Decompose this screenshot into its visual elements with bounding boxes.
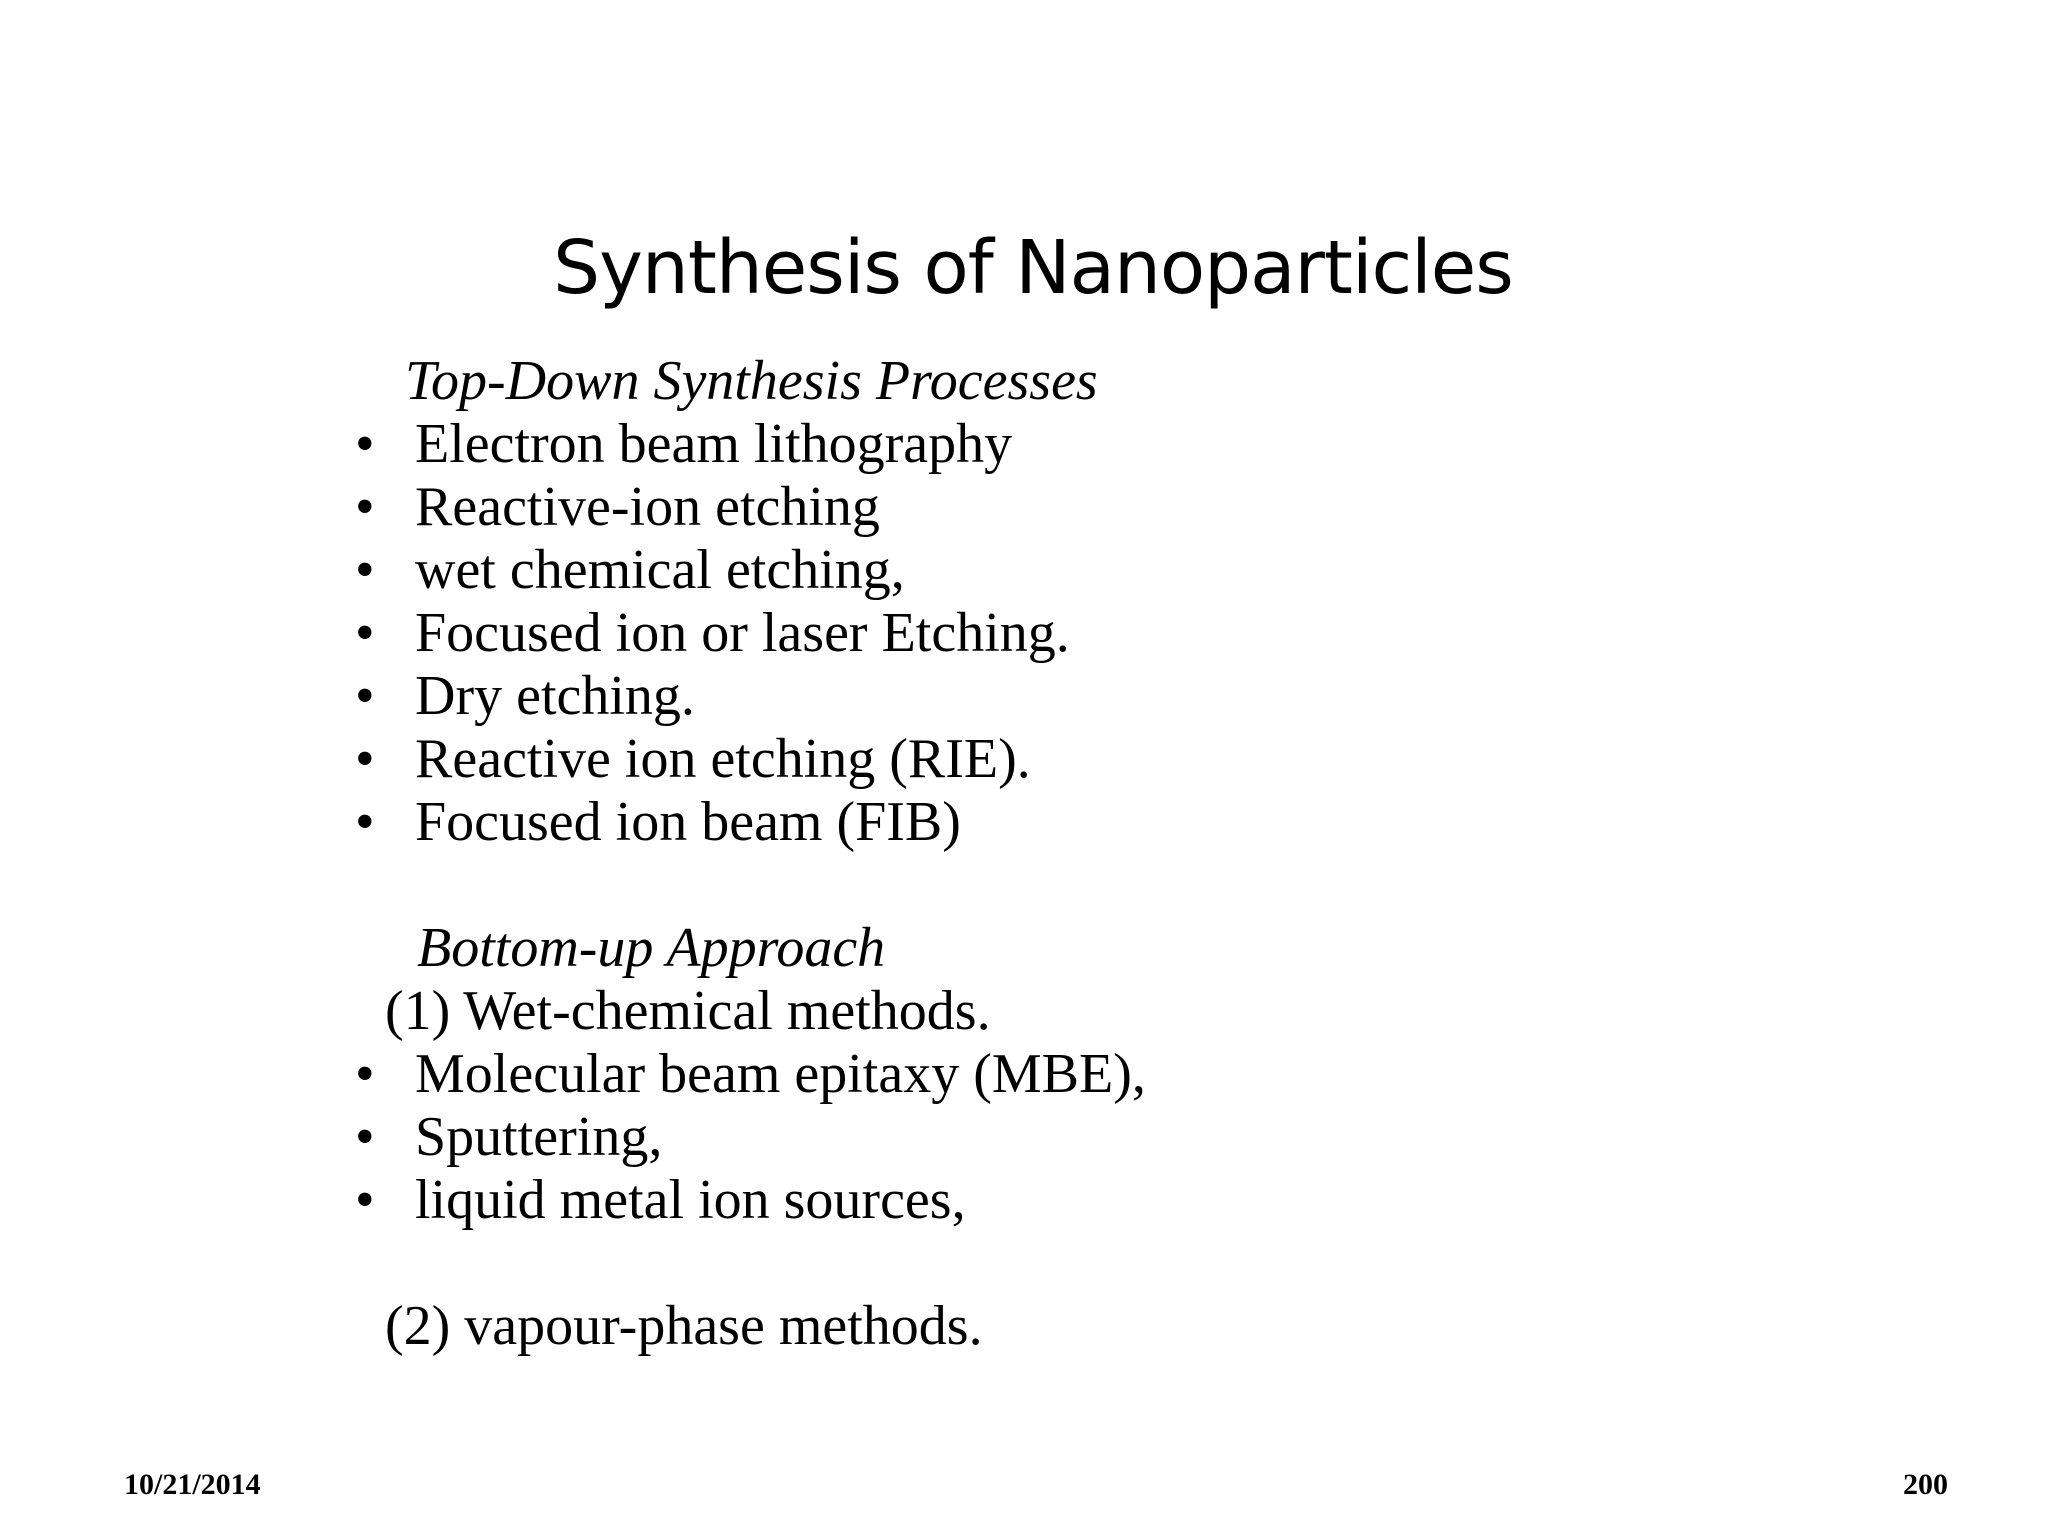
bullet-icon: • [355,791,375,853]
list-item [355,665,1855,728]
footer-page-number: 200 [1903,1468,1948,1501]
list-item-text: liquid metal ion sources, [415,1169,966,1231]
list-item [355,476,1855,539]
list-item [355,1169,1855,1232]
spacer [355,854,1855,917]
list-item [355,791,1855,854]
list-item-text: Dry etching. [415,665,695,727]
bullet-icon: • [355,665,375,727]
list-item-text: Focused ion or laser Etching. [415,602,1070,664]
list-item-text: Reactive ion etching (RIE). [415,728,1031,790]
list-item-text: Reactive-ion etching [415,476,880,538]
bullet-icon: • [355,476,375,538]
bullet-icon: • [355,602,375,664]
bullet-icon: • [355,1043,375,1105]
list-item-text: Molecular beam epitaxy (MBE), [415,1043,1146,1105]
bullet-icon: • [355,728,375,790]
wet-chemical-methods: (1) Wet-chemical methods. [385,980,991,1042]
spacer [355,1232,1855,1295]
list-item [355,413,1855,476]
bottom-up-heading: Bottom-up Approach [417,917,886,979]
slide-title: Synthesis of Nanoparticles [553,225,1513,311]
list-item [355,1043,1855,1106]
bullet-icon: • [355,539,375,601]
list-item-text: Electron beam lithography [415,413,1013,475]
list-item-text: wet chemical etching, [415,539,905,601]
top-down-heading: Top-Down Synthesis Processes [405,350,1098,412]
list-item [355,728,1855,791]
bullet-icon: • [355,1106,375,1168]
bullet-icon: • [355,413,375,475]
list-item [355,539,1855,602]
list-item-text: Sputtering, [415,1106,663,1168]
list-item [355,1106,1855,1169]
vapour-phase-methods: (2) vapour-phase methods. [385,1295,983,1357]
list-item [355,602,1855,665]
list-item-text: Focused ion beam (FIB) [415,791,961,853]
slide-body [355,350,1855,1358]
bullet-icon: • [355,1169,375,1231]
footer-date: 10/21/2014 [124,1468,261,1501]
